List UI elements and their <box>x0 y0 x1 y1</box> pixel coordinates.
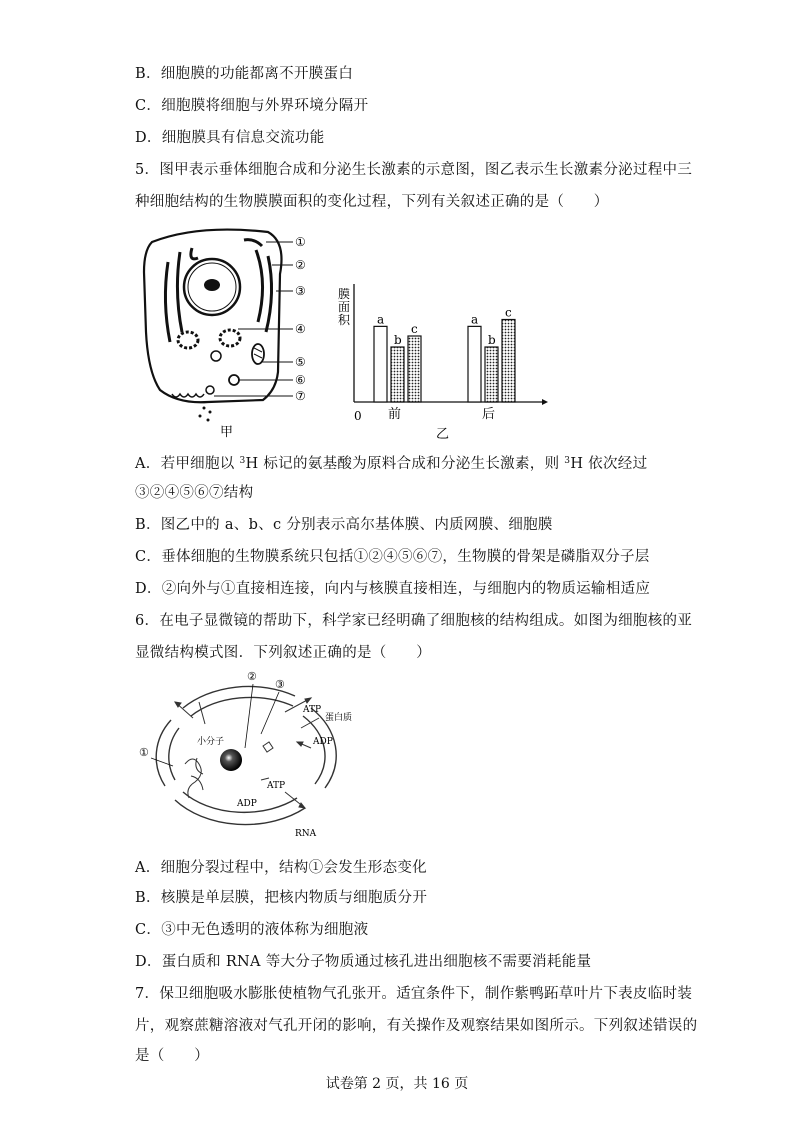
q6-option-c: C．③中无色透明的液体称为细胞液 <box>135 922 369 938</box>
bar-c-after <box>502 320 515 403</box>
figure-yi-caption: 乙 <box>436 427 450 440</box>
marker-7: ⑦ <box>295 389 306 403</box>
endoplasmic-reticulum <box>165 240 271 342</box>
figure-jia-caption: 甲 <box>220 425 234 440</box>
transport-arrows <box>175 698 322 808</box>
marker-3: ③ <box>295 284 306 298</box>
q5-stem-line1: 5．图甲表示垂体细胞合成和分泌生长激素的示意图，图乙表示生长激素分泌过程中三 <box>135 162 693 178</box>
figure-nucleus-diagram <box>135 668 375 846</box>
q5-option-d: D．②向外与①直接相连接，向内与核膜直接相连，与细胞内的物质运输相适应 <box>135 581 651 597</box>
page-footer: 试卷第 2 页，共 16 页 <box>325 1076 469 1092</box>
marker-6: ⑥ <box>295 373 306 387</box>
bar-label-b-after: b <box>488 333 496 347</box>
mitochondrion <box>252 344 264 364</box>
nucleolus <box>220 749 242 771</box>
ylabel-char-2: 面 <box>338 300 351 314</box>
bar-a-before <box>374 326 387 402</box>
figure-jia-cell-diagram <box>138 222 318 442</box>
bar-label-b-before: b <box>394 333 402 347</box>
marker-4: ④ <box>295 322 306 336</box>
q5-option-a-line1: A．若甲细胞以 $^3$H 标记的氨基酸为原料合成和分泌生长激素，则 $^3$H 依次经过 <box>135 456 648 472</box>
q7-stem-line1: 7．保卫细胞吸水膨胀使植物气孔张开。适宜条件下，制作紫鸭跖草叶片下表皮临时装 <box>135 986 693 1002</box>
secreted-granules <box>199 407 212 422</box>
q4-option-b: B．细胞膜的功能都离不开膜蛋白 <box>135 66 354 82</box>
q6-stem-line2: 显微结构模式图．下列叙述正确的是（ ） <box>135 645 431 661</box>
ylabel-char-1: 膜 <box>338 287 351 301</box>
bar-label-a-after: a <box>471 312 479 327</box>
ylabel-char-3: 积 <box>338 313 351 327</box>
vesicle-2 <box>229 375 239 385</box>
nucleolus <box>204 279 220 291</box>
q4-option-d: D．细胞膜具有信息交流功能 <box>135 130 325 146</box>
q6-stem-line1: 6．在电子显微镜的帮助下，科学家已经明确了细胞核的结构组成。如图为细胞核的亚 <box>135 613 693 629</box>
q7-stem-line2: 片，观察蔗糖溶液对气孔开闭的影响，有关操作及观察结果如图所示。下列叙述错误的 <box>135 1018 698 1034</box>
label-rna: RNA <box>295 829 317 839</box>
figure-yi-bar-chart <box>330 280 550 440</box>
q5-stem-line2: 种细胞结构的生物膜膜面积的变化过程，下列有关叙述正确的是（ ） <box>135 194 609 210</box>
membrane-ripple <box>172 394 204 397</box>
q6-option-b: B．核膜是单层膜，把核内物质与细胞质分开 <box>135 890 428 906</box>
bar-a-after <box>468 326 481 402</box>
bar-label-a-before: a <box>377 312 385 327</box>
chromatin <box>185 758 203 798</box>
marker-2: ② <box>295 258 306 272</box>
vesicle-3 <box>206 386 214 394</box>
group-label-after: 后 <box>482 407 496 422</box>
label-atp-bottom: ATP <box>267 781 286 791</box>
x-axis-arrow <box>542 399 548 405</box>
group-label-before: 前 <box>388 407 402 422</box>
q7-stem-line3: 是（ ） <box>135 1048 209 1064</box>
origin-label: 0 <box>354 409 362 423</box>
label-protein: 蛋白质 <box>325 713 353 723</box>
label-atp-top: ATP <box>303 705 322 715</box>
q4-option-c: C．细胞膜将细胞与外界环境分隔开 <box>135 98 369 114</box>
bar-b-after <box>485 347 498 402</box>
label-adp-bottom: ADP <box>237 799 257 809</box>
q6-option-a: A．细胞分裂过程中，结构①会发生形态变化 <box>135 860 427 876</box>
bar-c-before <box>408 336 421 402</box>
label-adp-top: ADP <box>313 737 333 747</box>
marker-1: ① <box>139 746 149 759</box>
leader-lines <box>214 242 293 396</box>
bar-b-before <box>391 347 404 402</box>
golgi-apparatus <box>178 330 240 348</box>
marker-2: ② <box>247 670 257 683</box>
label-small-molecule: 小分子 <box>197 737 225 747</box>
bar-label-c-after: c <box>505 305 512 320</box>
marker-3: ③ <box>275 678 285 691</box>
vesicle-1 <box>211 351 221 361</box>
q6-option-d: D．蛋白质和 RNA 等大分子物质通过核孔进出细胞核不需要消耗能量 <box>135 954 592 970</box>
marker-5: ⑤ <box>295 355 306 369</box>
marker-1: ① <box>295 235 306 249</box>
q5-option-a-line2: ③②④⑤⑥⑦结构 <box>135 485 254 501</box>
bar-label-c-before: c <box>411 322 418 336</box>
q5-option-c: C．垂体细胞的生物膜系统只包括①②④⑤⑥⑦，生物膜的骨架是磷脂双分子层 <box>135 549 650 565</box>
q5-option-b: B．图乙中的 a、b、c 分别表示高尔基体膜、内质网膜、细胞膜 <box>135 517 553 533</box>
